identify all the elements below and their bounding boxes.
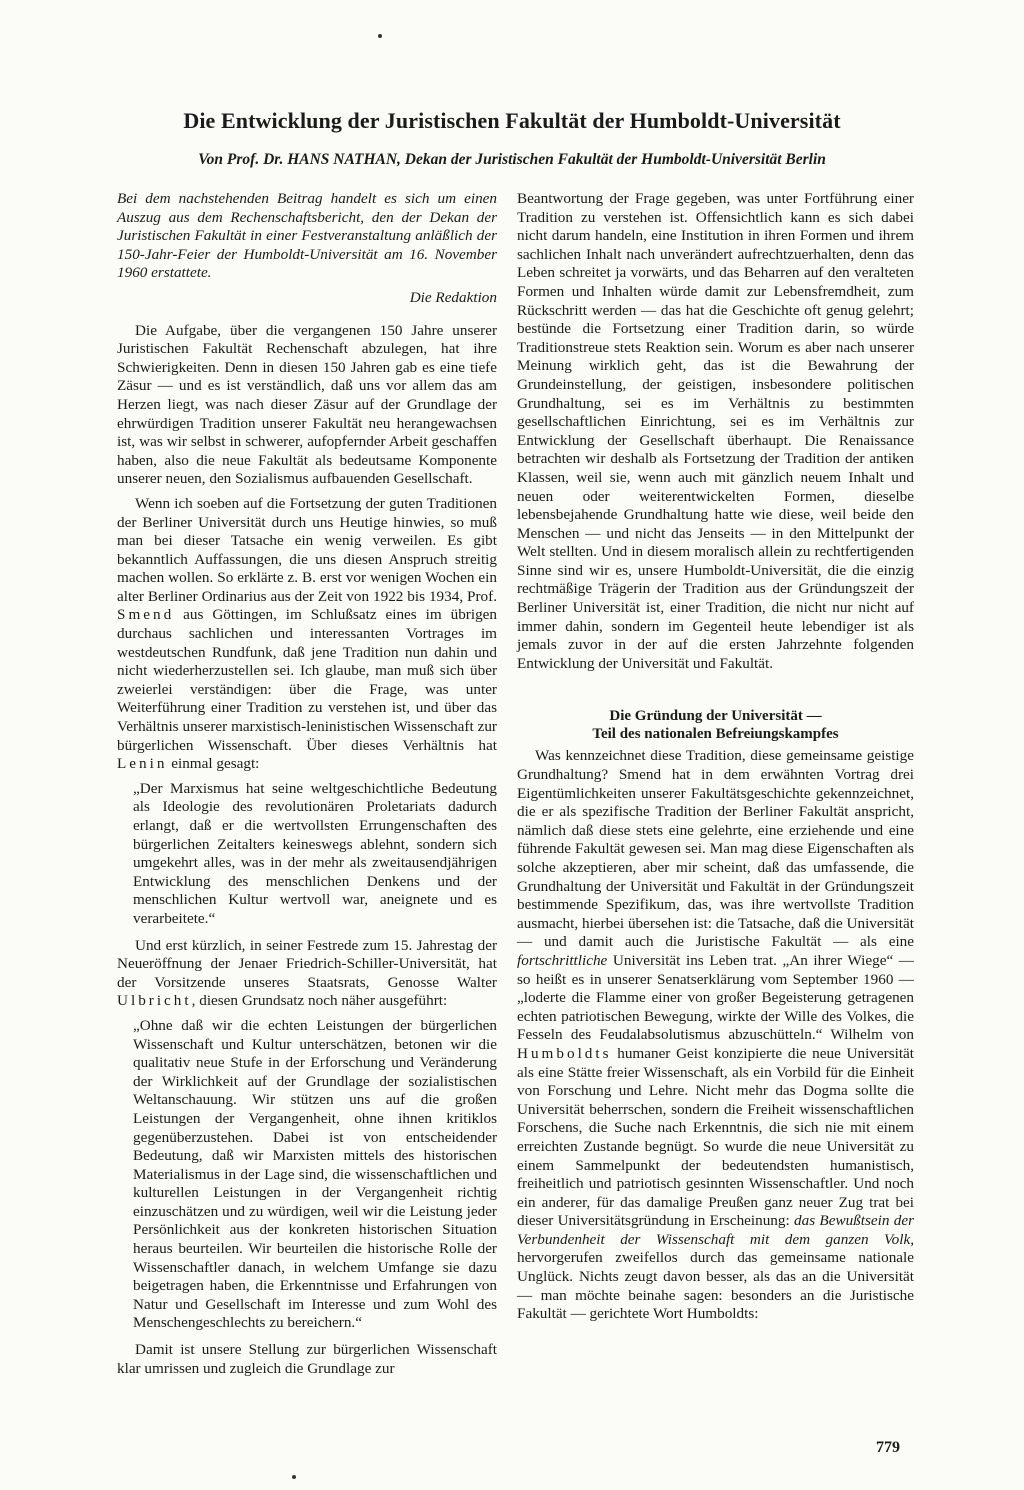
paragraph-text: Und erst kürzlich, in seiner Festrede zum 15. Jahrestag der Neueröffnung der Jenaer Friedrich-Schiller-Universität, hat der Vorsitzende unseres Staatsrats, Genosse Walter [117,936,497,991]
paragraph-text: aus Göttingen, im Schlußsatz eines im übrigen durchaus sachlichen und interessanten Vortrages im westdeutschen Rundfunk, daß jene Tradition nun dahin und nicht wiederherzustellen sei. Ich glaube, man muß sich über zweierlei verständigen: über die Frage, was unter Weiterführung einer Tradition zu verstehen ist, und über das Verhältnis unserer marxistisch-leninistischen Wissenschaft zur bürgerlichen Wissenschaft. Über dieses Verhältnis hat [117,606,498,754]
paragraph-text: Die Aufgabe, über die vergangenen 150 Jahre unserer Juristischen Fakultät Rechenschaft abzulegen, hat ihre Schwierigkeiten. Denn in diesen 150 Jahren gab es eine tiefe Zäsur — und es ist verständlich, daß uns vor allem das am Herzen liegt, was nach dieser Zäsur auf der Grundlage der ehrwürdigen Tradition unserer Fakultät neu herangewachsen ist, was wir selbst in schwerer, aufopfernder Arbeit geschaffen haben, also die neue Fakultät als bedeutsame Komponente unserer neuen, den Sozialismus aufbauenden Gesellschaft. [117,321,497,488]
paragraph [117,495,497,774]
article-byline: Von Prof. Dr. HANS NATHAN, Dekan der Juristischen Fakultät der Humboldt-Universität Berlin [198,151,826,168]
article-title: Die Entwicklung der Juristischen Fakultät der Humboldt-Universität [183,108,841,133]
paragraph-text: Beantwortung der Frage gegeben, was unter Fortführung einer Tradition zu verstehen ist. Offensichtlich kann es sich dabei nicht darum handeln, eine Institution in ihren Formen und ihrem sachlichen Inhalt nach unverändert aufrechtzuerhalten, denn das Leben schreitet ja vorwärts, und das Beharren auf den veralteten Formen und Inhalten würde damit zur Lebensfremdheit, zum Rückschritt werden — das hat die Geschichte oft genug gelehrt; bestünde die Fortsetzung einer Tradition darin, so würde Traditionstreue stets Reaktion sein. Worum es aber nach unserer Meinung wirklich geht, das ist die Bewahrung der Grundeinstellung, der geistigen, insbesondere politischen Grundhaltung, sei es im Verhältnis zu bestimmten gesellschaftlichen Einrichtung, sei es im Verhältnis zur Entwicklung der Gesellschaft überhaupt. Die Renaissance betrachten wir deshalb als Fortsetzung der Tradition der antiken Klassen, weil sie, wenn auch mit gänzlich neuem Inhalt und neuen oder weiterentwickelten Formen, dieselbe lebensbejahende Grundhaltung hatte wie diese, weil beide den Menschen — und nicht das Jenseits — in den Mittelpunkt der Welt stellten. Und in diesem moralisch allein zu rechtfertigenden Sinne sind wir es, unsere Humboldt-Universität, die die einzig rechtmäßige Trägerin der Tradition aus der Gründungszeit der Berliner Universität ist, einer Tradition, die nicht nur nicht auf immer dahin, sondern im Gegenteil heute lebendiger ist als jemals zuvor in der auf die ersten Jahrzehnte folgenden Entwicklung der Universität und Fakultät. [517,190,914,672]
print-speck [378,34,382,38]
person-name: Humboldts [517,1044,612,1062]
block-quote: „Der Marxismus hat seine weltgeschichtliche Bedeutung als Ideologie des revolutionären Proletariats dadurch erlangt, daß er die wertvollsten Errungenschaften des bürgerlichen Zeitalters keineswegs ablehnt, sondern sich umgekehrt alles, was in der mehr als zweitausendjährigen Entwicklung des menschlichen Denkens und der menschlichen Kultur wertvoll war, aneignete und es verarbeitete.“ [133,779,497,927]
emphasis: fortschrittliche [517,951,608,969]
emphasis: das Bewußtsein der Verbundenheit der Wissenschaft mit dem ganzen Volk, [517,1212,914,1248]
paragraph-text: Universität ins Leben trat. „An ihrer Wiege“ — so heißt es in unserer Senatserklärung vom September 1960 — „loderte die Flamme einer von großer Begeisterung getragenen echten patriotischen Bewegung, wirkte der Wille des Volkes, die Fesseln des Feudalabsolutismus abzuschütteln.“ Wilhelm von [517,951,914,1044]
editorial-signature: Die Redaktion [409,288,497,306]
section-heading-line: Die Gründung der Universität — [609,708,822,725]
person-name: Smend [117,606,175,624]
left-column [117,190,497,1384]
right-column [517,190,914,1330]
page-number: 779 [876,1439,900,1456]
paragraph-text: Wenn ich soeben auf die Fortsetzung der guten Traditionen der Berliner Universität durch uns Heutige hinwies, so muß man bei dieser Tatsache ein wenig verweilen. Es gibt bekanntlich Auffassungen, die uns diesen Anspruch streitig machen wollen. So erklärte z. B. erst vor wenigen Wochen ein alter Berliner Ordinarius aus der Zeit von 1922 bis 1934, Prof. [117,494,497,605]
block-quote: „Ohne daß wir die echten Leistungen der bürgerlichen Wissenschaft und Kultur unterschätzen, betonen wir die qualitativ neue Stufe in der Erforschung und Veränderung der Wirklichkeit auf der Grundlage der sozialistischen Weltanschauung. Wir stützen uns auf die großen Leistungen der Vergangenheit, ohne ihnen kritiklos gegenüberzustehen. Dabei ist von entscheidender Bedeutung, daß wir Marxisten mittels des historischen Materialismus in der Lage sind, die wissenschaftlichen und kulturellen Leistungen in der Vergangenheit richtig einzuschätzen und zu würdigen, weil wir die Leistung jeder Persönlichkeit aus der konkreten historischen Situation heraus beurteilen. Wir beurteilen die historische Rolle der Wissenschaftler danach, in welchem Umfange sie dazu beigetragen haben, die Erkenntnisse und Erfahrungen von Natur und Gesellschaft im Interesse und zum Wohl des Menschengeschlechts zu bereichern.“ [133,1016,497,1332]
paragraph-text: Was kennzeichnet diese Tradition, diese gemeinsame geistige Grundhaltung? Smend hat in dem erwähnten Vortrag drei Eigentümlichkeiten unserer Fakultätsgeschichte gekennzeichnet, die er als spezifische Tradition der Berliner Fakultät anspricht, nämlich daß diese stets eine gelehrte, eine erziehende und eine führende Fakultät gewesen sei. Man mag diese Eigenschaften als solche akzeptieren, aber mir scheint, daß das umfassende, die Grundhaltung der Universität und Fakultät in der Gründungszeit bestimmende Spezifikum, das, was ihre wertvollste Tradition ausmacht, hierbei übersehen ist: die Tatsache, daß die Universität — und damit auch die Juristische Fakultät — als eine [517,747,914,951]
editorial-intro: Bei dem nachstehenden Beitrag handelt es sich um einen Auszug aus dem Rechenschaftsbericht, den der Dekan der Juristischen Fakultät in einer Festveranstaltung anläßlich der 150-Jahr-Feier der Humboldt-Universität am 16. November 1960 erstattete. [117,190,497,282]
section-heading [517,707,914,743]
person-name: Lenin [117,755,168,773]
paragraph [117,322,497,489]
section-heading-line: Teil des nationalen Befreiungskampfes [592,726,839,743]
paragraph [517,190,914,673]
paragraph-text: , diesen Grundsatz noch näher ausgeführt: [191,992,448,1010]
paragraph-text: hervorgerufen zweifellos durch das gemeinsame nationale Unglück. Nichts zeugt davon besser, als das an die Universität — man möchte beinahe sagen: besonders an die Juristische Fakultät — gerichtete Wort Humboldts: [517,1249,914,1323]
print-speck [292,1475,296,1479]
person-name: Ulbricht [117,992,192,1010]
paragraph-text: Damit ist unsere Stellung zur bürgerlichen Wissenschaft klar umrissen und zugleich die Grundlage zur [117,1341,497,1377]
paragraph [117,937,497,1011]
paragraph [517,747,914,1323]
paragraph [117,1341,497,1378]
paragraph-text: einmal gesagt: [171,755,260,773]
paragraph-text: humaner Geist konzipierte die neue Universität als eine Stätte freier Wissenschaft, als ein Vorbild für die Einheit von Forschung und Lehre. Nicht mehr das Dogma sollte die Universität beherrschen, sondern die Freiheit wissenschaftlichen Forschens, die Suche nach Erkenntnis, die sich nie mit einem erreichten Zustande begnügt. So wurde die neue Universität zu einem Sammelpunkt der bedeutendsten humanistisch, freiheitlich und patriotisch gesinnten Wissenschaftler. Und noch ein anderer, für das damalige Preußen ganz neuer Zug trat bei dieser Universitätsgründung in Erscheinung: [517,1044,915,1230]
